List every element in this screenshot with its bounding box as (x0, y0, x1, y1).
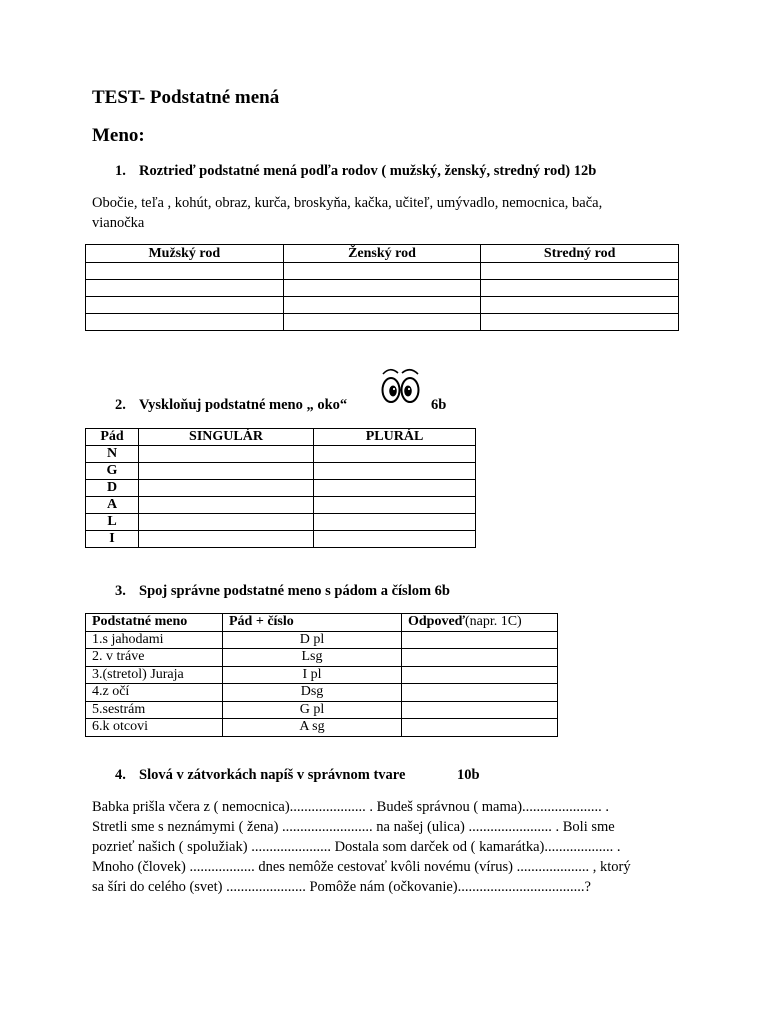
answer-cell[interactable] (139, 446, 314, 463)
task4-number: 4. (115, 767, 126, 783)
matching-table (85, 613, 558, 737)
table-row (86, 463, 476, 480)
plural-column-header: PLURÁL (314, 429, 476, 446)
noun-cell: 1.s jahodami (86, 631, 223, 649)
answer-cell[interactable] (86, 297, 284, 314)
task2-heading-text: Vyskloňuj podstatné meno „ oko“ (139, 397, 348, 413)
answer-cell[interactable] (283, 297, 481, 314)
eyes-icon (380, 365, 422, 407)
answer-cell[interactable] (86, 314, 284, 331)
answer-cell[interactable] (481, 314, 679, 331)
table-row (86, 649, 558, 667)
answer-cell[interactable] (481, 263, 679, 280)
case-cell: Lsg (223, 649, 402, 667)
case-number-column-header: Pád + číslo (223, 614, 402, 632)
table-row (86, 446, 476, 463)
case-column-header: Pád (86, 429, 139, 446)
case-cell: G pl (223, 701, 402, 719)
table-row (86, 497, 476, 514)
answer-cell[interactable] (86, 263, 284, 280)
case-label: A (86, 497, 139, 514)
task3-heading (115, 583, 450, 600)
answer-cell[interactable] (139, 463, 314, 480)
answer-cell[interactable] (283, 263, 481, 280)
gender-col-masculine: Mužský rod (86, 245, 284, 263)
task4-sentences (92, 797, 631, 897)
noun-cell: 6.k otcovi (86, 719, 223, 737)
task4-heading-text: Slová v zátvorkách napíš v správnom tvare (139, 767, 406, 783)
answer-cell[interactable] (139, 497, 314, 514)
task3-number: 3. (115, 583, 126, 599)
task2-heading (115, 397, 347, 414)
answer-cell[interactable] (314, 514, 476, 531)
case-label: N (86, 446, 139, 463)
answer-cell[interactable] (402, 666, 558, 684)
gender-table (85, 244, 679, 331)
page-title: TEST- Podstatné mená (92, 87, 280, 108)
table-row (86, 263, 679, 280)
sentence-line: pozrieť našich ( spolužiak) ...................... Dostala som darček od ( kamarátka)................... . (92, 839, 621, 855)
table-row (86, 531, 476, 548)
table-row (86, 480, 476, 497)
noun-cell: 4.z očí (86, 684, 223, 702)
answer-cell[interactable] (402, 719, 558, 737)
answer-column-header-bold: Odpoveď (408, 614, 465, 630)
task1-words-line1: Obočie, teľa , kohút, obraz, kurča, broskyňa, kačka, učiteľ, umývadlo, nemocnica, bača, (92, 195, 603, 211)
table-row (86, 280, 679, 297)
noun-cell: 3.(stretol) Juraja (86, 666, 223, 684)
answer-cell[interactable] (481, 280, 679, 297)
case-label: G (86, 463, 139, 480)
sentence-line: Mnoho (človek) .................. dnes nemôže cestovať kvôli novému (vírus) .................... , ktorý (92, 859, 631, 875)
task3-heading-text: Spoj správne podstatné meno s pádom a číslom 6b (139, 583, 450, 599)
answer-cell[interactable] (481, 297, 679, 314)
task2-number: 2. (115, 397, 126, 413)
task1-heading (115, 163, 596, 180)
noun-cell: 2. v tráve (86, 649, 223, 667)
task4-heading (115, 767, 405, 784)
case-label: L (86, 514, 139, 531)
answer-cell[interactable] (314, 446, 476, 463)
table-row (86, 297, 679, 314)
answer-column-header (402, 614, 558, 632)
case-cell: A sg (223, 719, 402, 737)
sentence-line: Babka prišla včera z ( nemocnica)..................... . Budeš správnou ( mama)...................... . (92, 799, 610, 815)
answer-cell[interactable] (314, 480, 476, 497)
sentence-line: sa šíri do celého (svet) ...................... Pomôže nám (očkovanie)...................................? (92, 879, 591, 895)
answer-cell[interactable] (402, 701, 558, 719)
answer-cell[interactable] (139, 480, 314, 497)
task1-words-line2: vianočka (92, 215, 145, 231)
case-cell: Dsg (223, 684, 402, 702)
table-row (86, 631, 558, 649)
singular-column-header: SINGULÁR (139, 429, 314, 446)
case-label: I (86, 531, 139, 548)
name-label: Meno: (92, 125, 145, 146)
table-row (86, 719, 558, 737)
case-cell: D pl (223, 631, 402, 649)
table-row (86, 666, 558, 684)
answer-cell[interactable] (402, 649, 558, 667)
sentence-line: Stretli sme s neznámymi ( žena) ......................... na našej (ulica) ....................... . Boli sme (92, 819, 615, 835)
task1-words (92, 193, 602, 233)
answer-cell[interactable] (402, 631, 558, 649)
task4-points: 10b (457, 767, 480, 783)
answer-cell[interactable] (314, 531, 476, 548)
answer-cell[interactable] (402, 684, 558, 702)
declension-table (85, 428, 476, 548)
table-row (86, 684, 558, 702)
task1-heading-text: Roztrieď podstatné mená podľa rodov ( mužský, ženský, stredný rod) 12b (139, 163, 597, 179)
case-cell: I pl (223, 666, 402, 684)
answer-cell[interactable] (283, 314, 481, 331)
table-row (86, 514, 476, 531)
noun-column-header: Podstatné meno (86, 614, 223, 632)
answer-cell[interactable] (314, 463, 476, 480)
gender-col-feminine: Ženský rod (283, 245, 481, 263)
gender-col-neuter: Stredný rod (481, 245, 679, 263)
answer-cell[interactable] (314, 497, 476, 514)
answer-cell[interactable] (86, 280, 284, 297)
task2-points: 6b (431, 397, 447, 413)
table-row (86, 314, 679, 331)
answer-cell[interactable] (139, 514, 314, 531)
table-row (86, 701, 558, 719)
task1-number: 1. (115, 163, 126, 179)
case-label: D (86, 480, 139, 497)
answer-cell[interactable] (139, 531, 314, 548)
answer-column-header-hint: (napr. 1C) (464, 614, 522, 630)
answer-cell[interactable] (283, 280, 481, 297)
noun-cell: 5.sestrám (86, 701, 223, 719)
